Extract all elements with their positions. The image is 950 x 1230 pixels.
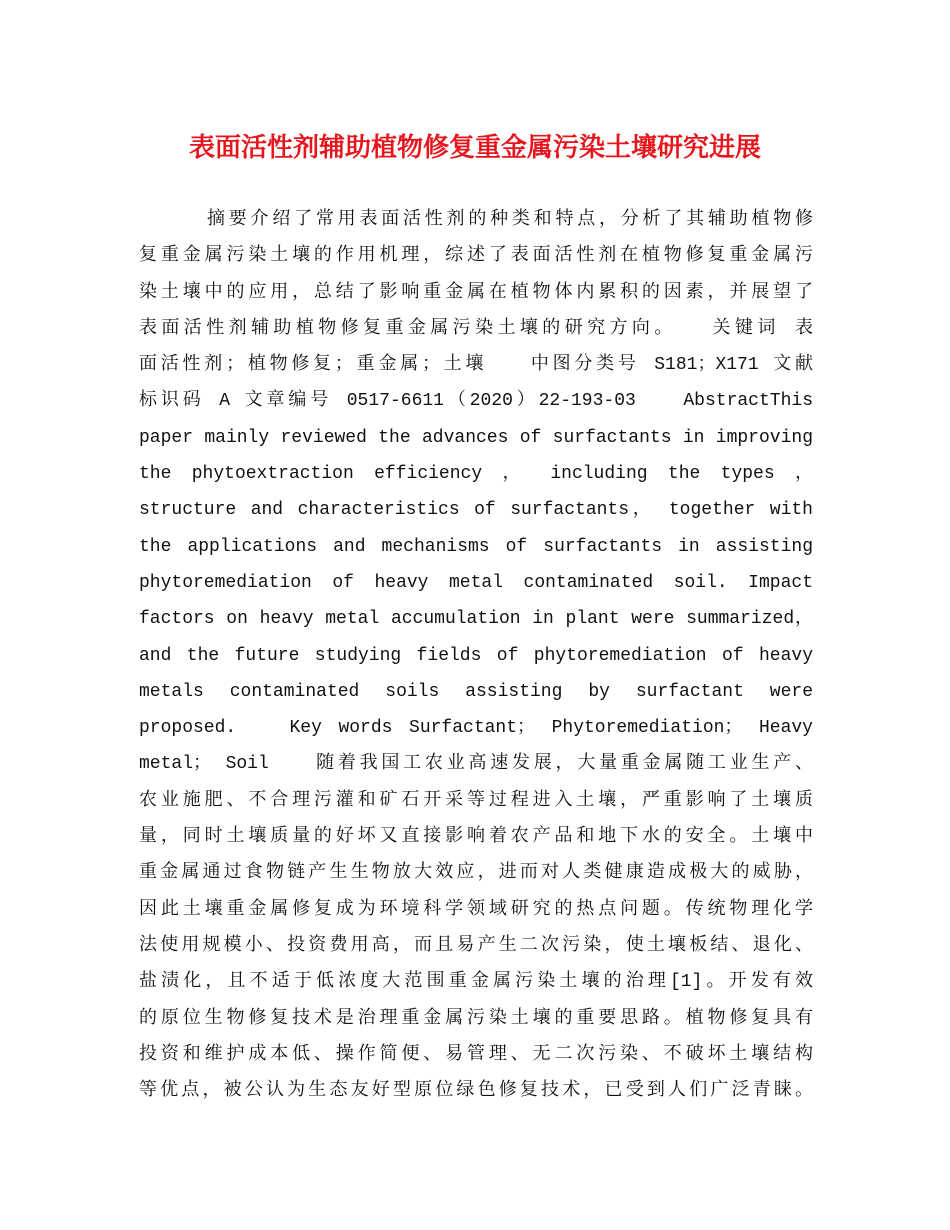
body-line: metals contaminated soils assisting by surfactant were <box>139 681 813 702</box>
body-line: 农业施肥、不合理污灌和矿石开采等过程进入土壤，严重影响了土壤质 <box>139 790 813 811</box>
body-line: 表面活性剂辅助植物修复重金属污染土壤的研究方向。 关键词 表 <box>139 318 813 339</box>
body-line: 摘要介绍了常用表面活性剂的种类和特点，分析了其辅助植物修 <box>207 210 813 230</box>
body-line: factors on heavy metal accumulation in plant were summarized， <box>139 609 813 630</box>
body-line: 复重金属污染土壤的作用机理，综述了表面活性剂在植物修复重金属污 <box>139 246 813 267</box>
document-body <box>139 202 813 1109</box>
body-line: 染土壤中的应用，总结了影响重金属在植物体内累积的因素，并展望了 <box>139 282 813 303</box>
body-line: 投资和维护成本低、操作简便、易管理、无二次污染、不破坏土壤结构 <box>139 1044 813 1065</box>
body-line: 标识码 A 文章编号 0517-6611（2020）22-193-03 AbstractThis <box>139 391 813 412</box>
body-line: 量，同时土壤质量的好坏又直接影响着农产品和地下水的安全。土壤中 <box>139 827 813 848</box>
body-line: 盐渍化，且不适于低浓度大范围重金属污染土壤的治理[1]。开发有效 <box>139 972 813 993</box>
body-line: 重金属通过食物链产生生物放大效应，进而对人类健康造成极大的威胁， <box>139 863 813 884</box>
body-line: paper mainly reviewed the advances of surfactants in improving <box>139 427 813 448</box>
body-line: the applications and mechanisms of surfactants in assisting <box>139 536 813 557</box>
body-line: the phytoextraction efficiency ， including the types ， <box>139 464 813 485</box>
body-line: proposed. Key words Surfactant； Phytoremediation； Heavy <box>139 718 813 739</box>
body-line: metal； Soil 随着我国工农业高速发展，大量重金属随工业生产、 <box>139 754 813 775</box>
body-line: and the future studying fields of phytoremediation of heavy <box>139 645 813 666</box>
body-line: 因此土壤重金属修复成为环境科学领域研究的热点问题。传统物理化学 <box>139 899 813 920</box>
body-line: structure and characteristics of surfactants， together with <box>139 500 813 521</box>
body-line: phytoremediation of heavy metal contaminated soil. Impact <box>139 572 813 593</box>
body-line: 法使用规模小、投资费用高，而且易产生二次污染，使土壤板结、退化、 <box>139 935 813 956</box>
document-title: 表面活性剂辅助植物修复重金属污染土壤研究进展 <box>188 133 761 163</box>
body-line: 面活性剂；植物修复；重金属；土壤 中图分类号 S181；X171 文献 <box>139 355 813 376</box>
body-line: 等优点，被公认为生态友好型原位绿色修复技术，已受到人们广泛青睐。 <box>139 1081 813 1102</box>
body-line: 的原位生物修复技术是治理重金属污染土壤的重要思路。植物修复具有 <box>139 1008 813 1029</box>
